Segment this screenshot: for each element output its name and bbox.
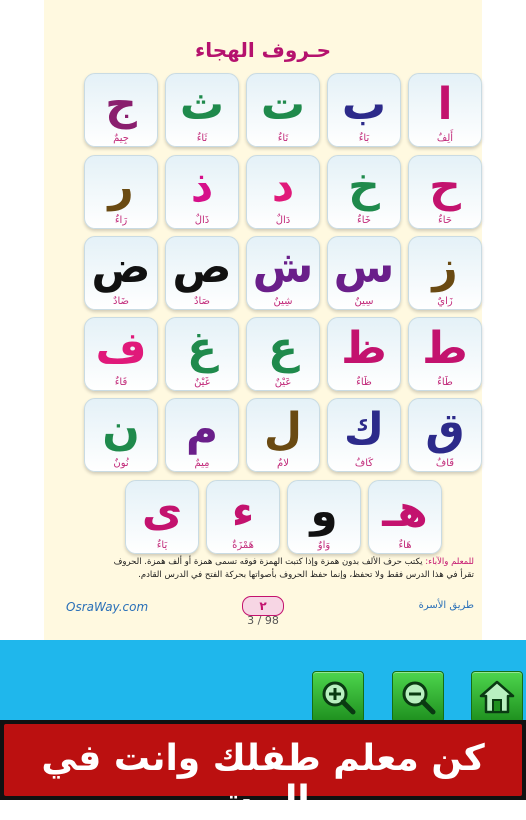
letter-glyph: ص bbox=[172, 242, 232, 293]
letter-glyph: ظ bbox=[341, 323, 387, 374]
letter-tile bbox=[408, 236, 482, 310]
letter-tile bbox=[125, 480, 199, 554]
letter-glyph: ت bbox=[260, 79, 306, 130]
letter-tile bbox=[84, 317, 158, 391]
letter-glyph: ب bbox=[341, 79, 387, 130]
teacher-note-line1: يكتب حرف الألف بدون همزة وإذا كتبت الهمزة فوقه تسمى همزة أو ألف همزة. الحروف bbox=[113, 557, 423, 567]
teacher-note bbox=[54, 556, 474, 582]
letter-name: زَايٌ bbox=[437, 296, 453, 307]
letter-glyph: ض bbox=[91, 242, 151, 293]
letter-tile bbox=[84, 155, 158, 229]
teacher-note-lead: للمعلم والآباء: bbox=[425, 557, 474, 567]
letter-glyph: ش bbox=[252, 242, 314, 293]
letter-tile bbox=[368, 480, 442, 554]
letter-glyph: ن bbox=[102, 404, 140, 455]
letter-tile bbox=[165, 317, 239, 391]
letter-glyph: ف bbox=[95, 323, 147, 374]
letter-name: مِيمٌ bbox=[194, 458, 210, 469]
letter-name: خَاءٌ bbox=[357, 215, 371, 226]
site-name: OsraWay.com bbox=[66, 600, 149, 614]
letter-name: حَاءٌ bbox=[438, 215, 452, 226]
letter-glyph: ح bbox=[429, 161, 461, 212]
letter-name: تَاءٌ bbox=[277, 133, 289, 144]
home-icon bbox=[477, 677, 517, 717]
zoom-in-button[interactable] bbox=[312, 671, 364, 723]
letter-name: سِينٌ bbox=[354, 296, 374, 307]
letter-name: رَاءٌ bbox=[114, 215, 128, 226]
letter-glyph: ز bbox=[432, 242, 458, 293]
promo-banner-text: كن معلم طفلك وانت في البيت bbox=[41, 738, 485, 820]
letter-name: هَاءٌ bbox=[398, 540, 412, 551]
letter-name: طَاءٌ bbox=[437, 377, 453, 388]
letter-name: غَيْنٌ bbox=[194, 377, 210, 388]
letter-name: ظَاءٌ bbox=[356, 377, 372, 388]
letter-name: قَافٌ bbox=[435, 458, 455, 469]
letter-glyph: ع bbox=[267, 323, 299, 374]
letter-glyph: ا bbox=[437, 79, 453, 130]
letter-glyph: ل bbox=[263, 404, 303, 455]
letter-glyph: ى bbox=[141, 486, 183, 537]
letter-tile bbox=[246, 155, 320, 229]
zoom-in-icon bbox=[318, 677, 358, 717]
letter-tile bbox=[165, 73, 239, 147]
letter-glyph: هـ bbox=[382, 486, 428, 537]
letter-name: لامٌ bbox=[277, 458, 289, 469]
letter-tile bbox=[408, 155, 482, 229]
letter-glyph: خ bbox=[348, 161, 380, 212]
letter-glyph: ط bbox=[422, 323, 468, 374]
letter-glyph: ك bbox=[343, 404, 385, 455]
letter-tile bbox=[165, 398, 239, 472]
letter-tile bbox=[84, 236, 158, 310]
letter-glyph: م bbox=[185, 404, 219, 455]
letter-name: فَاءٌ bbox=[114, 377, 128, 388]
letter-tile bbox=[246, 398, 320, 472]
letter-glyph: د bbox=[271, 161, 295, 212]
letter-name: وَاوٌ bbox=[317, 540, 331, 551]
page-number: ٢ bbox=[242, 596, 284, 616]
page-title: حـروف الهجاء bbox=[194, 38, 332, 62]
promo-banner bbox=[0, 720, 526, 820]
letter-tile bbox=[165, 155, 239, 229]
letter-name: صَادٌ bbox=[194, 296, 210, 307]
letter-tile bbox=[246, 317, 320, 391]
book-page bbox=[44, 0, 482, 640]
letter-tile bbox=[327, 155, 401, 229]
letter-name: أَلِفٌ bbox=[436, 133, 454, 144]
letter-name: دَالٌ bbox=[275, 215, 291, 226]
letter-name: عَيْنٌ bbox=[274, 377, 292, 388]
page-counter: 3 / 98 bbox=[247, 614, 279, 627]
letter-glyph: و bbox=[310, 486, 338, 537]
letter-name: ثَاءٌ bbox=[196, 133, 208, 144]
letter-tile bbox=[246, 73, 320, 147]
letter-glyph: ذ bbox=[190, 161, 214, 212]
letter-tile bbox=[246, 236, 320, 310]
letter-name: يَاءٌ bbox=[156, 540, 168, 551]
letter-tile bbox=[327, 236, 401, 310]
letter-glyph: غ bbox=[186, 323, 218, 374]
promo-banner-inner bbox=[4, 724, 522, 820]
letter-tile bbox=[327, 398, 401, 472]
letter-name: كَافٌ bbox=[354, 458, 374, 469]
letter-tile bbox=[84, 73, 158, 147]
letter-tile bbox=[206, 480, 280, 554]
letter-tile bbox=[84, 398, 158, 472]
letter-tile bbox=[327, 73, 401, 147]
letter-glyph: ر bbox=[108, 161, 134, 212]
zoom-out-button[interactable] bbox=[392, 671, 444, 723]
letter-name: هَمْزَةٌ bbox=[232, 540, 254, 551]
letter-glyph: ق bbox=[425, 404, 465, 455]
letter-tile bbox=[408, 317, 482, 391]
letter-name: بَاءٌ bbox=[358, 133, 370, 144]
teacher-note-line2: تقرأ في هذا الدرس فقط ولا تحفظ، وإنما حفظ الحروف بأصواتها بحركة الفتح في الدرس القادم. bbox=[138, 570, 474, 580]
letter-tile bbox=[165, 236, 239, 310]
toolbar bbox=[0, 640, 526, 720]
letter-tile bbox=[408, 398, 482, 472]
letter-tile bbox=[408, 73, 482, 147]
letter-glyph: ء bbox=[231, 486, 255, 537]
series-name: طريق الأسرة bbox=[418, 600, 474, 611]
letter-tile bbox=[327, 317, 401, 391]
letter-tile bbox=[287, 480, 361, 554]
home-button[interactable] bbox=[471, 671, 523, 723]
letter-name: ضَادٌ bbox=[113, 296, 129, 307]
letter-name: شِينٌ bbox=[273, 296, 293, 307]
zoom-out-icon bbox=[398, 677, 438, 717]
letter-glyph: ج bbox=[105, 79, 137, 130]
letter-name: نُونٌ bbox=[113, 458, 129, 469]
letter-glyph: س bbox=[333, 242, 395, 293]
letter-glyph: ث bbox=[179, 79, 225, 130]
letter-name: ذَالٌ bbox=[194, 215, 210, 226]
letter-name: جِيمٌ bbox=[113, 133, 129, 144]
